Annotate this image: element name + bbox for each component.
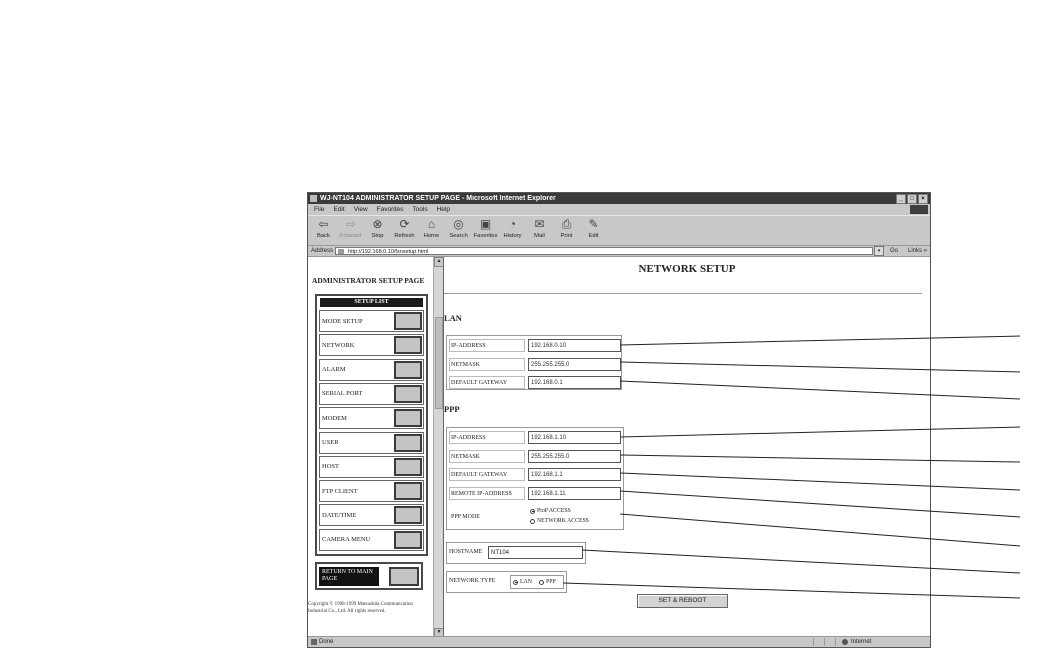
forward-arrow-icon: ⇨ (345, 217, 356, 231)
copyright-text: Copyright © 1998-1999 Matsushita Communication Industrial Co., Ltd. All rights reserved. (308, 602, 413, 614)
links-button[interactable]: Links » (907, 248, 927, 254)
toolbar-button-label: Print (560, 233, 573, 239)
callout-line (620, 473, 1020, 490)
field-label: IP-ADDRESS (449, 339, 525, 352)
callout-line (620, 455, 1020, 462)
menu-favorites[interactable]: Favorites (376, 206, 404, 213)
field-input[interactable]: 255.255.255.0 (528, 358, 621, 371)
setup-list-item-label: DATE/TIME (322, 511, 357, 519)
ppp-mode-label: PPP MODE (449, 506, 525, 528)
setup-list-item-label: USER (322, 439, 339, 446)
callout-line (582, 550, 1020, 573)
callout-line (620, 514, 1020, 546)
callout-line (563, 583, 1020, 598)
menu-view[interactable]: View (353, 206, 368, 213)
field-input[interactable]: 192.168.1.11 (528, 487, 621, 500)
field-label: DEFAULT GATEWAY (449, 376, 525, 389)
field-input[interactable]: 192.168.1.1 (528, 468, 621, 481)
page-title: NETWORK SETUP (638, 263, 736, 275)
setup-list-header: SETUP LIST (320, 298, 423, 307)
callout-line (620, 491, 1020, 517)
window-title: WJ-NT104 ADMINISTRATOR SETUP PAGE - Microsoft Internet Explorer (320, 195, 556, 202)
mail-icon: ✉ (534, 217, 545, 231)
home-icon: ⌂ (427, 217, 436, 231)
address-url: http://192.168.0.10/fsnsetup.html (348, 249, 429, 255)
setup-list-item-label: SERIAL PORT (322, 390, 363, 398)
field-input[interactable]: 192.168.0.1 (528, 376, 621, 389)
toolbar-button-label: Forward (339, 233, 362, 239)
menu-edit[interactable]: Edit (333, 206, 345, 213)
hostname-input[interactable]: NT104 (488, 546, 583, 559)
field-input[interactable]: 192.168.1.10 (528, 431, 621, 444)
search-icon: ◎ (453, 217, 464, 231)
setup-list-item-label: MODEM (322, 414, 347, 422)
address-dropdown-button[interactable]: ▾ (874, 246, 884, 256)
security-zone-label: Internet (851, 639, 872, 645)
toolbar-button-label: Home (423, 233, 440, 239)
scroll-down-arrow-icon[interactable]: ▼ (434, 628, 444, 638)
refresh-icon: ⟳ (399, 217, 410, 231)
back-arrow-icon: ⇦ (318, 217, 329, 231)
field-label: NETMASK (449, 358, 525, 371)
ppp-mode-network-label: NETWORK ACCESS (537, 518, 590, 524)
menu-tools[interactable]: Tools (412, 206, 428, 213)
toolbar-button-label: Back (317, 233, 330, 239)
ppp-mode-ptop-label: PtoP ACCESS (537, 508, 571, 514)
callout-line (620, 381, 1020, 399)
toolbar-button-label: History (503, 233, 522, 239)
field-input[interactable]: 255.255.255.0 (528, 450, 621, 463)
scroll-up-arrow-icon[interactable]: ▲ (434, 257, 444, 267)
network-type-lan-label: LAN (520, 579, 532, 585)
setup-list-item-label: HOST (322, 463, 339, 471)
callout-line (620, 336, 1020, 345)
print-icon: ⎙ (561, 217, 572, 231)
toolbar-button-label: Edit (588, 233, 599, 239)
toolbar-button-label: Mail (534, 233, 545, 239)
setup-list-item-label: ALARM (322, 366, 346, 374)
toolbar-button-label: Favorites (473, 233, 498, 239)
setup-list-item-label: MODE SETUP (322, 317, 363, 325)
network-type-ppp-label: PPP (546, 579, 556, 585)
toolbar-button-label: Refresh (394, 233, 415, 239)
setup-list-item-label: CAMERA MENU (322, 536, 371, 544)
go-button[interactable]: Go (889, 248, 898, 254)
favorites-icon: ▣ (479, 217, 492, 231)
admin-setup-title: ADMINISTRATOR SETUP PAGE (312, 276, 425, 285)
menu-help[interactable]: Help (436, 206, 450, 213)
field-label: IP-ADDRESS (449, 431, 525, 444)
toolbar-button-label: Search (449, 233, 468, 239)
minimize-button[interactable]: _ (896, 194, 906, 204)
field-input[interactable]: 192.168.0.10 (528, 339, 621, 352)
return-to-main-label: RETURN TO MAIN PAGE (319, 567, 379, 586)
status-text: Done (319, 639, 334, 645)
set-reboot-button[interactable]: SET & REBOOT (637, 594, 728, 608)
edit-icon: ✎ (588, 217, 599, 231)
ppp-heading: PPP (444, 404, 460, 414)
field-label: REMOTE IP-ADDRESS (449, 487, 525, 500)
callout-line (620, 427, 1020, 437)
stop-icon: ⊗ (372, 217, 383, 231)
history-icon: ◔ (508, 217, 517, 231)
menu-file[interactable]: File (314, 206, 325, 213)
toolbar-button-label: Stop (371, 233, 384, 239)
address-label: Address (311, 248, 334, 254)
maximize-button[interactable]: □ (907, 194, 917, 204)
field-label: NETMASK (449, 450, 525, 463)
network-type-label: NETWORK TYPE (449, 578, 496, 584)
setup-list-item-label: NETWORK (322, 341, 355, 349)
field-label: DEFAULT GATEWAY (449, 468, 525, 481)
close-button[interactable]: × (918, 194, 928, 204)
hostname-label: HOSTNAME (449, 549, 483, 555)
callout-line (620, 362, 1020, 372)
setup-list-item-label: FTP CLIENT (322, 487, 358, 495)
lan-heading: LAN (444, 313, 462, 323)
